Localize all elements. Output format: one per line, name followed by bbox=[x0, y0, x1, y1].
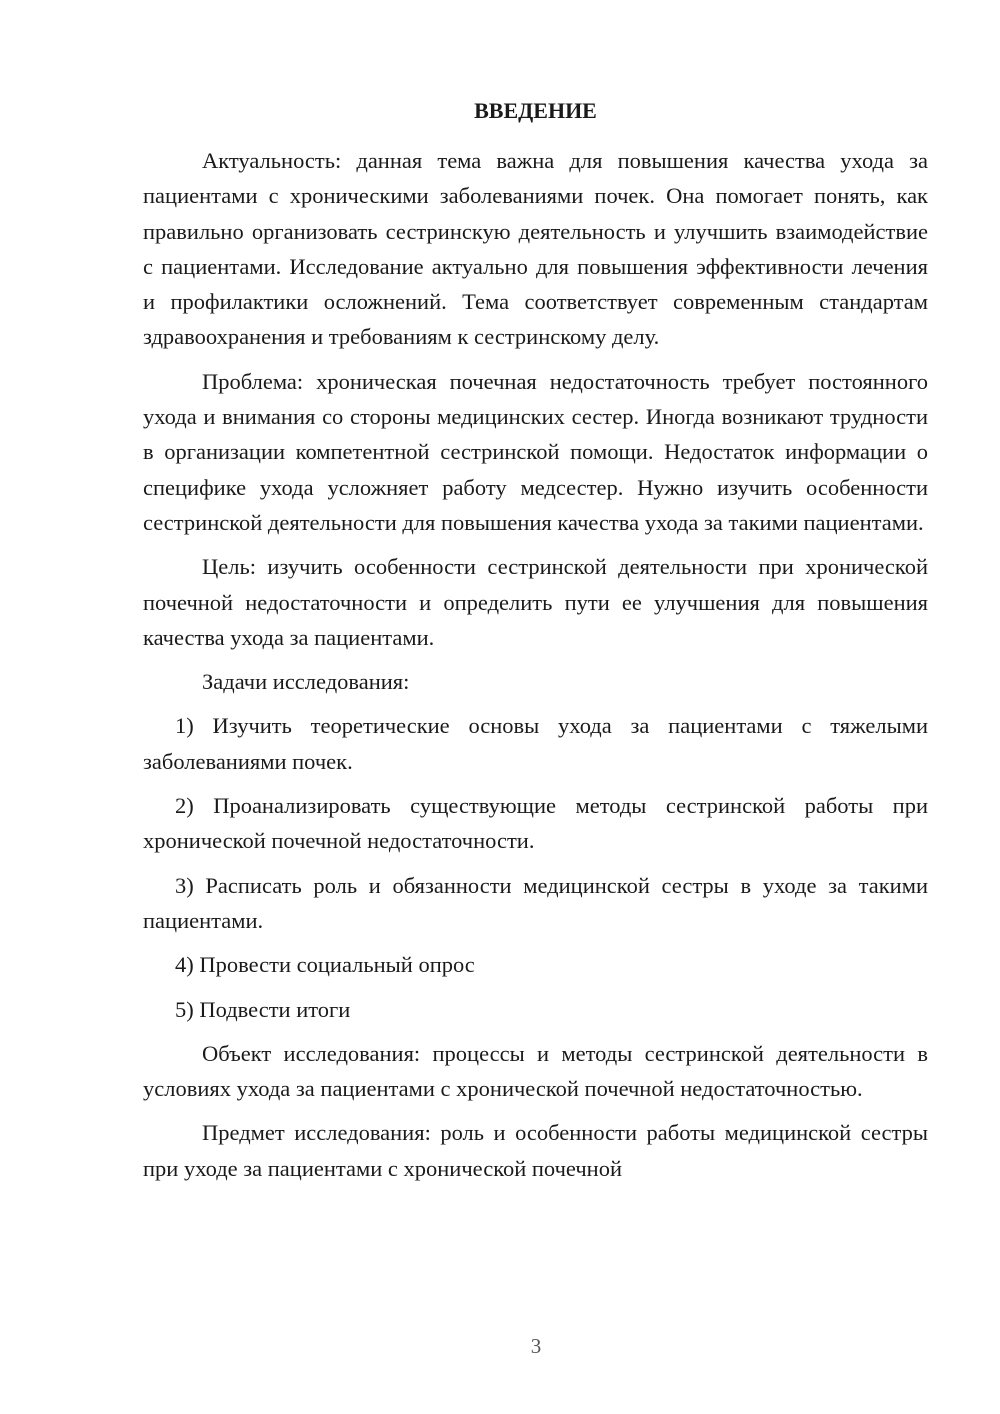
page-number: 3 bbox=[530, 1334, 542, 1358]
task-item-3: 3) Расписать роль и обязанности медицинской сестры в уходе за такими пациентами. bbox=[143, 872, 928, 933]
task-item-1: 1) Изучить теоретические основы ухода за пациентами с тяжелыми заболеваниями почек. bbox=[143, 713, 928, 774]
problem-paragraph: Проблема: хроническая почечная недостаточность требует постоянного ухода и внимания со стороны медицинских сестер. Иногда возникают трудности в организации компетентной сестринской помощи. Недостаток информации о специфике ухода усложняет работу медсестер. Нужно изучить особенности сестринской деятельности для повышения качества ухода за такими пациентами. bbox=[143, 368, 928, 535]
task-item-5: 5) Подвести итоги bbox=[175, 996, 351, 1022]
goal-paragraph: Цель: изучить особенности сестринской деятельности при хронической почечной недостаточности и определить пути ее улучшения для повышения качества ухода за пациентами. bbox=[143, 554, 928, 650]
task-item-4: 4) Провести социальный опрос bbox=[175, 952, 475, 978]
task-item-2: 2) Проанализировать существующие методы сестринской работы при хронической почечной недостаточности. bbox=[143, 793, 928, 854]
page-title: ВВЕДЕНИЕ bbox=[474, 98, 597, 123]
object-paragraph: Объект исследования: процессы и методы сестринской деятельности в условиях ухода за пациентами с хронической почечной недостаточностью. bbox=[143, 1040, 928, 1102]
document-body bbox=[143, 143, 928, 1186]
tasks-heading: Задачи исследования: bbox=[202, 669, 410, 695]
relevance-paragraph: Актуальность: данная тема важна для повышения качества ухода за пациентами с хроническими заболеваниями почек. Она помогает понять, как правильно организовать сестринскую деятельность и улучшить взаимодействие с пациентами. Исследование актуально для повышения эффективности лечения и профилактики осложнений. Тема соответствует современным стандартам здравоохранения и требованиям к сестринскому делу. bbox=[143, 148, 928, 350]
subject-paragraph: Предмет исследования: роль и особенности работы медицинской сестры при уходе за пациентами с хронической почечной bbox=[143, 1120, 928, 1181]
